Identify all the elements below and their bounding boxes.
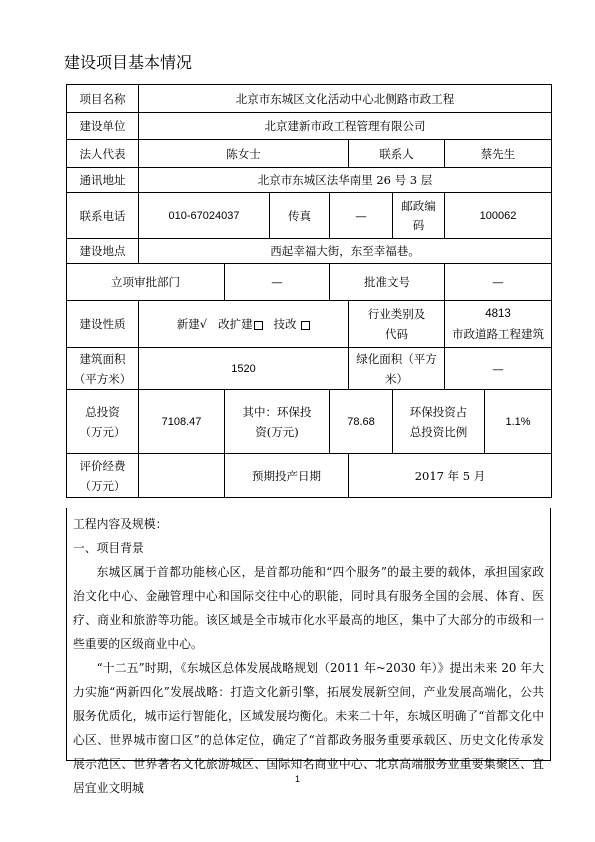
value-phone: 010-67024037 — [139, 193, 270, 239]
value-approval-doc: — — [445, 264, 552, 301]
value-env-ratio: 1.1% — [485, 390, 552, 454]
section-heading: 一、项目背景 — [73, 541, 144, 555]
label-address: 通讯地址 — [67, 168, 139, 193]
value-industry — [445, 301, 552, 348]
label-legal-rep: 法人代表 — [67, 140, 139, 168]
label-nature: 建设性质 — [67, 301, 139, 348]
label-investment: 总投资（万元） — [67, 390, 139, 454]
paragraph: “十二五”时期，《东城区总体发展战略规划（2011 年~2030 年）》提出未来 20 年大力实施“两新四化”发展战略：打造文化新引擎，拓展发展新空间，产业发展高端化，公共服务优质化，城市运行智能化，区域发展均衡化。未来二十年，东城区明确了“首都文化中心区、世界城市窗口区”的总体定位，确定了“首都政务服务重要承载区、历史文化传承发展示范区、世界著名文化旅游城区、国际知名商业中心、北京高端服务业重要集聚区、宜居宜业文明城 — [73, 661, 544, 795]
label-phone: 联系电话 — [67, 193, 139, 239]
value-address: 北京市东城区法华南里 26 号 3 层 — [139, 168, 552, 193]
value-postcode: 100062 — [445, 193, 552, 239]
value-green: — — [445, 348, 552, 390]
checkbox-icon — [254, 321, 263, 330]
label-env-investment: 其中：环保投资(万元) — [225, 390, 330, 454]
label-contact: 联系人 — [349, 140, 445, 168]
value-investment: 7108.47 — [139, 390, 225, 454]
label-fax: 传真 — [270, 193, 330, 239]
value-project-name: 北京市东城区文化活动中心北侧路市政工程 — [139, 85, 552, 113]
label-project-name: 项目名称 — [67, 85, 139, 113]
project-info-table — [66, 84, 552, 498]
industry-code: 4813 — [485, 308, 511, 320]
value-nature — [139, 301, 349, 348]
label-approval: 立项审批部门 — [67, 264, 225, 301]
value-production-date: 2017 年 5 月 — [349, 454, 552, 498]
paragraph: 东城区属于首都功能核心区，是首都功能和“四个服务”的最主要的载体，承担国家政治文化中心、金融管理中心和国际交往中心的职能，同时具有服务全国的会展、体育、医疗、商业和旅游等功能。该区域是全市城市化水平最高的地区，集中了大部分的市级和一些重要的区级商业中心。 — [73, 565, 544, 651]
value-area: 1520 — [139, 348, 349, 390]
content-heading: 工程内容及规模： — [73, 517, 168, 531]
nature-expand: 改扩建 — [218, 317, 253, 331]
value-approval: — — [225, 264, 330, 301]
label-env-ratio: 环保投资占总投资比例 — [393, 390, 485, 454]
nature-tech: 技改 — [273, 317, 297, 331]
project-content — [66, 508, 551, 795]
checkbox-icon — [301, 321, 310, 330]
label-approval-doc: 批准文号 — [330, 264, 445, 301]
value-contact: 蔡先生 — [445, 140, 552, 168]
value-builder: 北京建新市政工程管理有限公司 — [139, 113, 552, 140]
value-legal-rep: 陈女士 — [139, 140, 349, 168]
label-green: 绿化面积（平方米） — [349, 348, 445, 390]
label-industry: 行业类别及代码 — [349, 301, 445, 348]
value-fax: — — [330, 193, 393, 239]
label-location: 建设地点 — [67, 239, 139, 264]
label-area: 建筑面积（平方米） — [67, 348, 139, 390]
label-review-fee: 评价经费（万元） — [67, 454, 139, 498]
page-number: 1 — [294, 774, 300, 784]
value-location: 西起幸福大街，东至幸福巷。 — [139, 239, 552, 264]
nature-new: 新建√ — [176, 317, 208, 331]
industry-name: 市政道路工程建筑 — [452, 327, 544, 341]
value-env-investment: 78.68 — [330, 390, 393, 454]
label-builder: 建设单位 — [67, 113, 139, 140]
label-postcode: 邮政编码 — [393, 193, 445, 239]
value-review-fee — [139, 454, 225, 498]
label-production-date: 预期投产日期 — [225, 454, 349, 498]
page-title: 建设项目基本情况 — [64, 53, 193, 72]
